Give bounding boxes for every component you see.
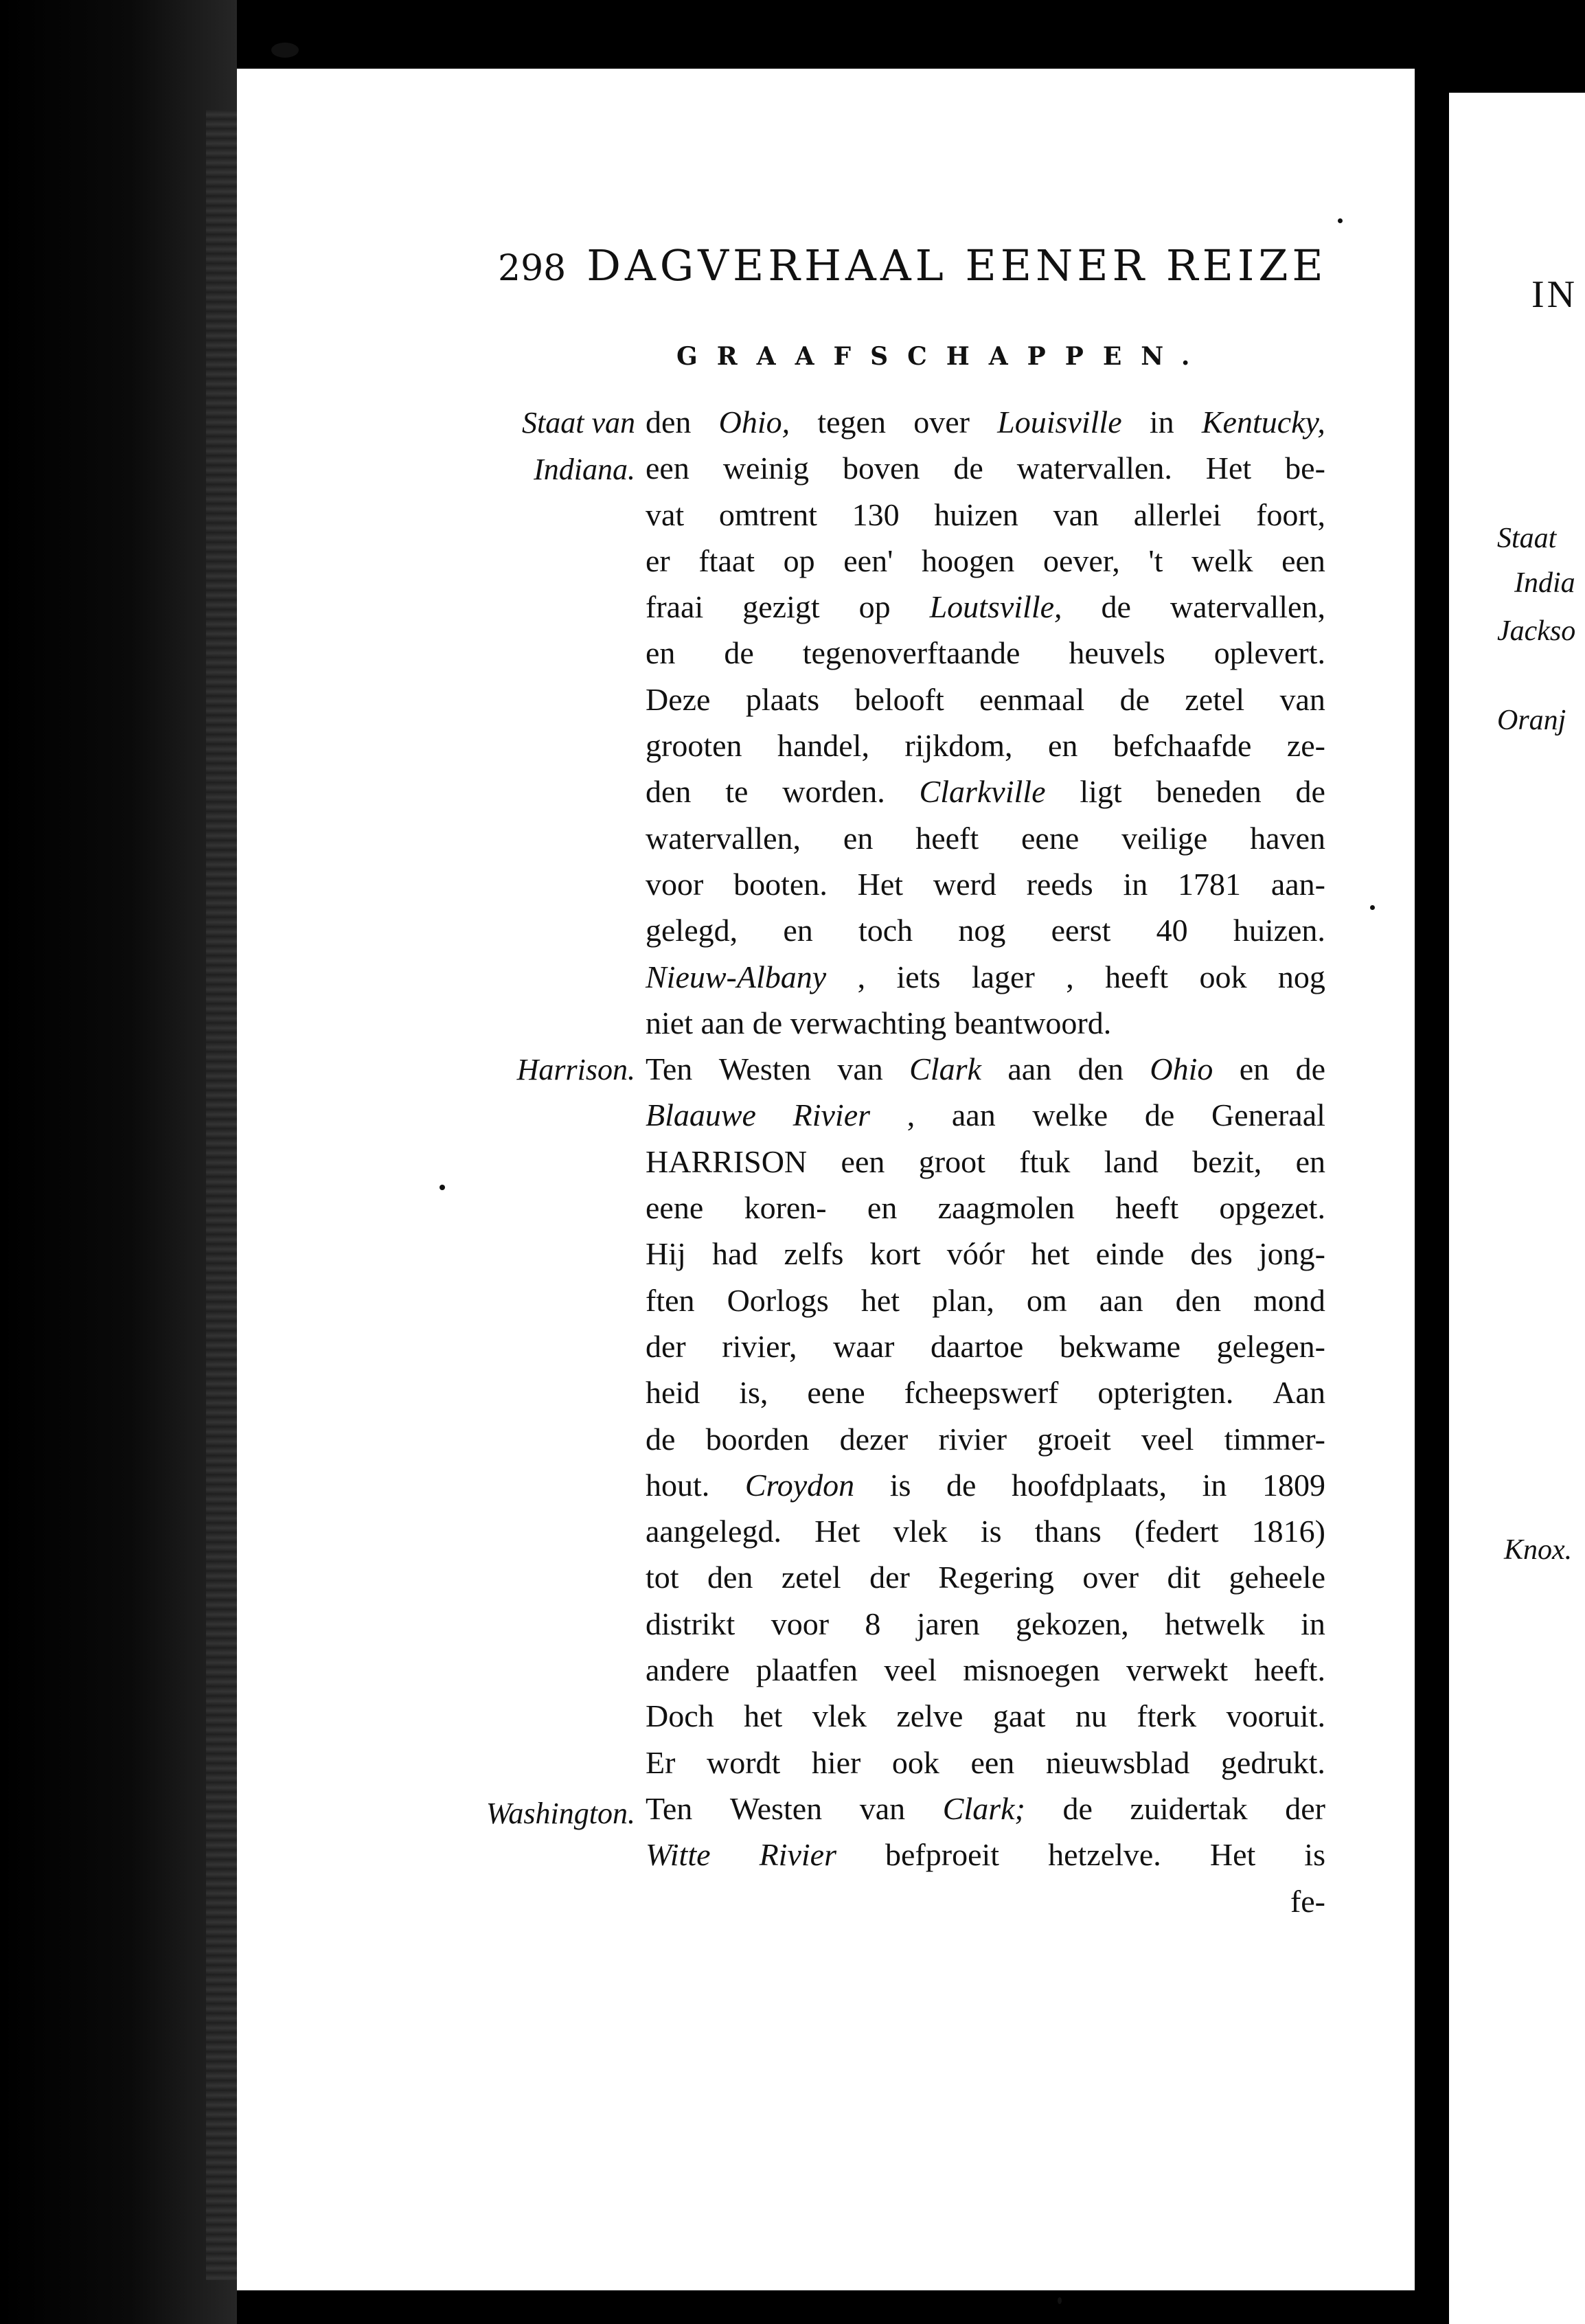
word: der [869,1560,910,1595]
word: omtrent [718,497,817,532]
word: in [1202,1467,1227,1503]
word: rijkdom, [904,728,1013,764]
word: ook [1199,959,1247,994]
word: hout. [646,1467,710,1503]
word: booten. [733,866,828,902]
text-line [646,727,1325,773]
word: andere [646,1652,730,1688]
word: tot [646,1560,679,1595]
word: plaats [745,681,820,717]
word: had [711,1236,758,1272]
word: een [1281,543,1325,578]
text-line [646,589,1325,635]
word: plan, [932,1282,994,1318]
word: nog [958,913,1006,948]
word: des [1190,1236,1233,1272]
word: gekozen, [1016,1606,1129,1641]
word: zetel [781,1560,841,1595]
word: heuvels [1069,635,1165,671]
word: Ohio [1150,1051,1213,1087]
next-page-running-head: IN [1531,273,1578,316]
word: tegen [817,405,886,440]
word: niet aan de verwachting beantwoord. [646,1005,1112,1040]
word: nu [1075,1698,1107,1734]
word: zelfs [784,1236,844,1272]
word: veel [1141,1421,1194,1457]
word: op [783,543,815,578]
next-page-margin-knox: Knox. [1504,1534,1573,1566]
margin-note-harrison: Harrison. [516,1053,635,1086]
word: grooten [646,728,742,764]
word: plaatfen [755,1652,858,1688]
word: belooft [854,681,944,717]
word: is, [739,1375,768,1411]
word: de [946,1467,977,1503]
word: over [1082,1560,1139,1595]
word: van [1053,497,1099,532]
word: lager [971,959,1035,994]
scan-speck [1370,905,1375,910]
text-line [646,820,1325,866]
word: welke [1032,1097,1108,1133]
word: hetwelk [1165,1606,1265,1641]
word: boorden [705,1421,810,1457]
word: fraai [646,589,704,625]
word: en [843,820,874,856]
word: opterigten. [1097,1375,1234,1411]
text-line [646,912,1325,958]
word: gaat [992,1698,1046,1734]
word: Ten [646,1790,693,1826]
word: gelegen- [1216,1328,1325,1364]
text-line [646,1235,1325,1281]
word: jong- [1258,1236,1325,1272]
margin-note-staat-van: Staat van [522,406,635,440]
word: een' [843,543,893,578]
word: 1816) [1251,1514,1325,1549]
word: misnoegen [963,1652,1100,1688]
word: zelve [896,1698,963,1734]
word: de [646,1421,676,1457]
word: ften [646,1282,695,1318]
text-line [646,1652,1325,1698]
text-line [646,1467,1325,1513]
word: op [858,589,891,625]
word: weinig [722,451,810,486]
word: veilige [1121,820,1208,856]
word: den [707,1560,753,1595]
word: is [980,1514,1002,1549]
word: 1781 [1178,866,1242,902]
word: 40 [1156,913,1188,948]
left-binding-shadow [0,0,237,2324]
word: hier [811,1744,861,1780]
text-line [646,866,1325,912]
word: Regering [938,1560,1054,1595]
scan-speck [1338,218,1343,223]
text-line [646,543,1325,589]
word: den [1175,1282,1222,1318]
word: gelegd, [646,913,738,948]
word: iets [896,959,941,994]
word: fcheepswerf [904,1375,1059,1411]
text-line [646,1005,1325,1051]
word: heeft [1115,1190,1179,1226]
word: een [970,1744,1015,1780]
word: ftaat [698,543,755,578]
word: welk [1191,543,1253,578]
word: veel [884,1652,937,1688]
scan-speck [271,43,299,58]
running-head-title: DAGVERHAAL EENER REIZE [586,240,1327,290]
word: ligt [1080,774,1122,810]
page-gutter [1415,69,1449,2324]
word: zetel [1185,681,1245,717]
word: land [1104,1143,1159,1179]
text-line [646,404,1325,450]
word: Clarkville [919,774,1046,810]
word: hoogen [921,543,1015,578]
word: verwekt [1126,1652,1229,1688]
word: en [783,913,813,948]
word: er [646,543,670,578]
word: bekwame [1059,1328,1181,1364]
word: over [913,405,970,440]
word: (federt [1134,1514,1219,1549]
word: watervallen, [646,820,801,856]
word: en [867,1190,898,1226]
word: heeft [1105,959,1169,994]
word: 8 [865,1606,881,1641]
word: wordt [706,1744,781,1780]
word: beneden [1156,774,1262,810]
word: aan [1099,1282,1143,1318]
word: Generaal [1211,1097,1325,1133]
page-number: 298 [498,248,567,289]
word: Croydon [744,1467,855,1503]
next-page-margin-staat: Staat [1497,523,1557,554]
word: handel, [777,728,870,764]
word: fe- [1290,1883,1325,1919]
word: en [1047,728,1078,764]
word: Deze [646,681,711,717]
text-line [646,1559,1325,1605]
word: HARRISON [646,1143,808,1179]
word: Witte [646,1837,711,1873]
word: den [646,774,692,810]
word: Het [857,866,904,902]
word: en [1295,1143,1325,1179]
word: eenmaal [979,681,1085,717]
text-line [646,773,1325,819]
word: nog [1277,959,1325,994]
text-line [646,450,1325,496]
word: eene [1020,820,1080,856]
word: fterk [1137,1698,1197,1734]
word: ook [891,1744,939,1780]
word: heid [646,1375,700,1411]
word: Nieuw-Albany [646,959,827,994]
word: Rivier [759,1837,836,1873]
text-line [646,1698,1325,1744]
scan-speck [440,1185,445,1190]
word: opgezet. [1219,1190,1325,1226]
word: vóór [946,1236,1005,1272]
word: te [725,774,749,810]
word: het [860,1282,900,1318]
word: ftuk [1019,1143,1071,1179]
word: zuidertak [1130,1790,1248,1826]
word: oplevert. [1213,635,1325,671]
scan-speck [1058,2297,1062,2304]
page-fold-edge [206,110,237,2280]
word: koren- [744,1190,827,1226]
word: , [857,959,866,994]
word: geheele [1229,1560,1325,1595]
word: rivier [938,1421,1007,1457]
text-line [646,1328,1325,1374]
word: en [646,635,676,671]
word: Rivier [792,1097,871,1133]
text-line [646,1051,1325,1097]
word: vlek [893,1514,948,1549]
text-line [646,1513,1325,1559]
word: Westen [729,1790,823,1826]
word: Het [1205,451,1252,486]
margin-note-washington: Washington. [486,1797,635,1830]
word: het [1031,1236,1070,1272]
word: jaren [916,1606,980,1641]
text-line [646,1421,1325,1467]
word: boven [842,451,920,486]
word: de [1295,774,1325,810]
text-line [646,1883,1325,1929]
word: toch [858,913,913,948]
word: worden. [782,774,885,810]
word: Louisville [997,405,1122,440]
text-line [646,1374,1325,1420]
word: Westen [718,1051,811,1087]
word: ze- [1286,728,1325,764]
word: eerst [1051,913,1111,948]
word: watervallen, [1170,589,1325,625]
word: een [646,451,689,486]
word: dit [1167,1560,1201,1595]
text-line [646,1097,1325,1143]
word: Hij [646,1236,686,1272]
word: reeds [1026,866,1093,902]
word: heeft. [1254,1652,1325,1688]
word: der [1285,1790,1325,1826]
word: foort, [1256,497,1325,532]
text-line [646,1606,1325,1652]
word: heeft [915,820,979,856]
word: het [744,1698,783,1734]
word: rivier, [722,1328,797,1364]
word: bezit, [1192,1143,1262,1179]
word: befchaafde [1113,728,1252,764]
word: gedrukt. [1220,1744,1325,1780]
word: om [1026,1282,1067,1318]
word: de [1062,1790,1093,1826]
word: van [859,1790,906,1826]
word: vat [646,497,685,532]
word: aangelegd. [646,1514,782,1549]
text-line [646,1282,1325,1328]
word: Blaauwe [646,1097,756,1133]
word: de [1295,1051,1325,1087]
word: eene [646,1190,704,1226]
word: Oorlogs [727,1282,829,1318]
text-line [646,959,1325,1005]
word: kort [869,1236,921,1272]
word: be- [1285,451,1325,486]
word: is [889,1467,911,1503]
word: Er [646,1744,676,1780]
section-heading: GRAAFSCHAPPEN. [676,342,1209,371]
word: Aan [1273,1375,1325,1411]
word: voor [771,1606,830,1641]
word: Clark; [942,1790,1025,1826]
word: 1809 [1262,1467,1325,1503]
word: oever, [1042,543,1120,578]
word: befproeit [885,1837,1000,1873]
word: de [953,451,983,486]
word: voor [646,866,704,902]
word: hetzelve. [1048,1837,1161,1873]
word: hoofdplaats, [1011,1467,1167,1503]
word: Ohio, [718,405,790,440]
word: Kentucky, [1201,405,1325,440]
word: nieuwsblad [1045,1744,1190,1780]
text-line [646,681,1325,727]
body-text [646,404,1325,1929]
right-page-fragment [1449,93,1585,2324]
word: daartoe [930,1328,1024,1364]
word: thans [1034,1514,1102,1549]
word: tegenoverftaande [802,635,1020,671]
word: een [841,1143,885,1179]
text-line [646,635,1325,681]
word: den [646,405,692,440]
word: der [646,1328,686,1364]
word: aan [951,1097,996,1133]
word: de [1119,681,1150,717]
word: Het [814,1514,860,1549]
word: Ten [646,1051,693,1087]
word: Clark [909,1051,981,1087]
word: dezer [839,1421,909,1457]
running-head [498,240,1327,290]
next-page-margin-oranj: Oranj [1497,705,1566,736]
word: aan- [1270,866,1325,902]
word: van [837,1051,883,1087]
text-line [646,1143,1325,1189]
text-line [646,1744,1325,1790]
word: allerlei [1133,497,1222,532]
word: distrikt [646,1606,736,1641]
word: Loutsville, [929,589,1062,625]
word: aan [1007,1051,1052,1087]
word: in [1123,866,1148,902]
word: den [1077,1051,1124,1087]
word: werd [933,866,996,902]
word: watervallen. [1016,451,1172,486]
word: en [1239,1051,1270,1087]
word: gezigt [742,589,820,625]
word: einde [1095,1236,1165,1272]
word: huizen [934,497,1018,532]
word: , [906,1097,915,1133]
word: zaagmolen [937,1190,1075,1226]
word: eene [807,1375,865,1411]
word: de [1144,1097,1175,1133]
text-line [646,1189,1325,1235]
word: , [1066,959,1074,994]
word: 130 [852,497,900,532]
text-line [646,497,1325,543]
word: haven [1250,820,1325,856]
word: is [1304,1837,1325,1873]
word: huizen. [1233,913,1325,948]
margin-note-indiana: Indiana. [534,453,635,486]
word: groeit [1037,1421,1111,1457]
word: mond [1253,1282,1325,1318]
text-line [646,1790,1325,1836]
word: 't [1148,543,1163,578]
word: vooruit. [1226,1698,1325,1734]
word: van [1279,681,1325,717]
text-line [646,1836,1325,1882]
word: Het [1209,1837,1256,1873]
word: vlek [812,1698,867,1734]
word: de [1101,589,1131,625]
word: groot [918,1143,985,1179]
word: timmer- [1224,1421,1325,1457]
word: in [1301,1606,1325,1641]
next-page-margin-india: India [1514,567,1575,599]
word: waar [833,1328,895,1364]
next-page-margin-jackso: Jackso [1497,615,1576,647]
word: Doch [646,1698,714,1734]
word: de [724,635,754,671]
word: in [1149,405,1174,440]
